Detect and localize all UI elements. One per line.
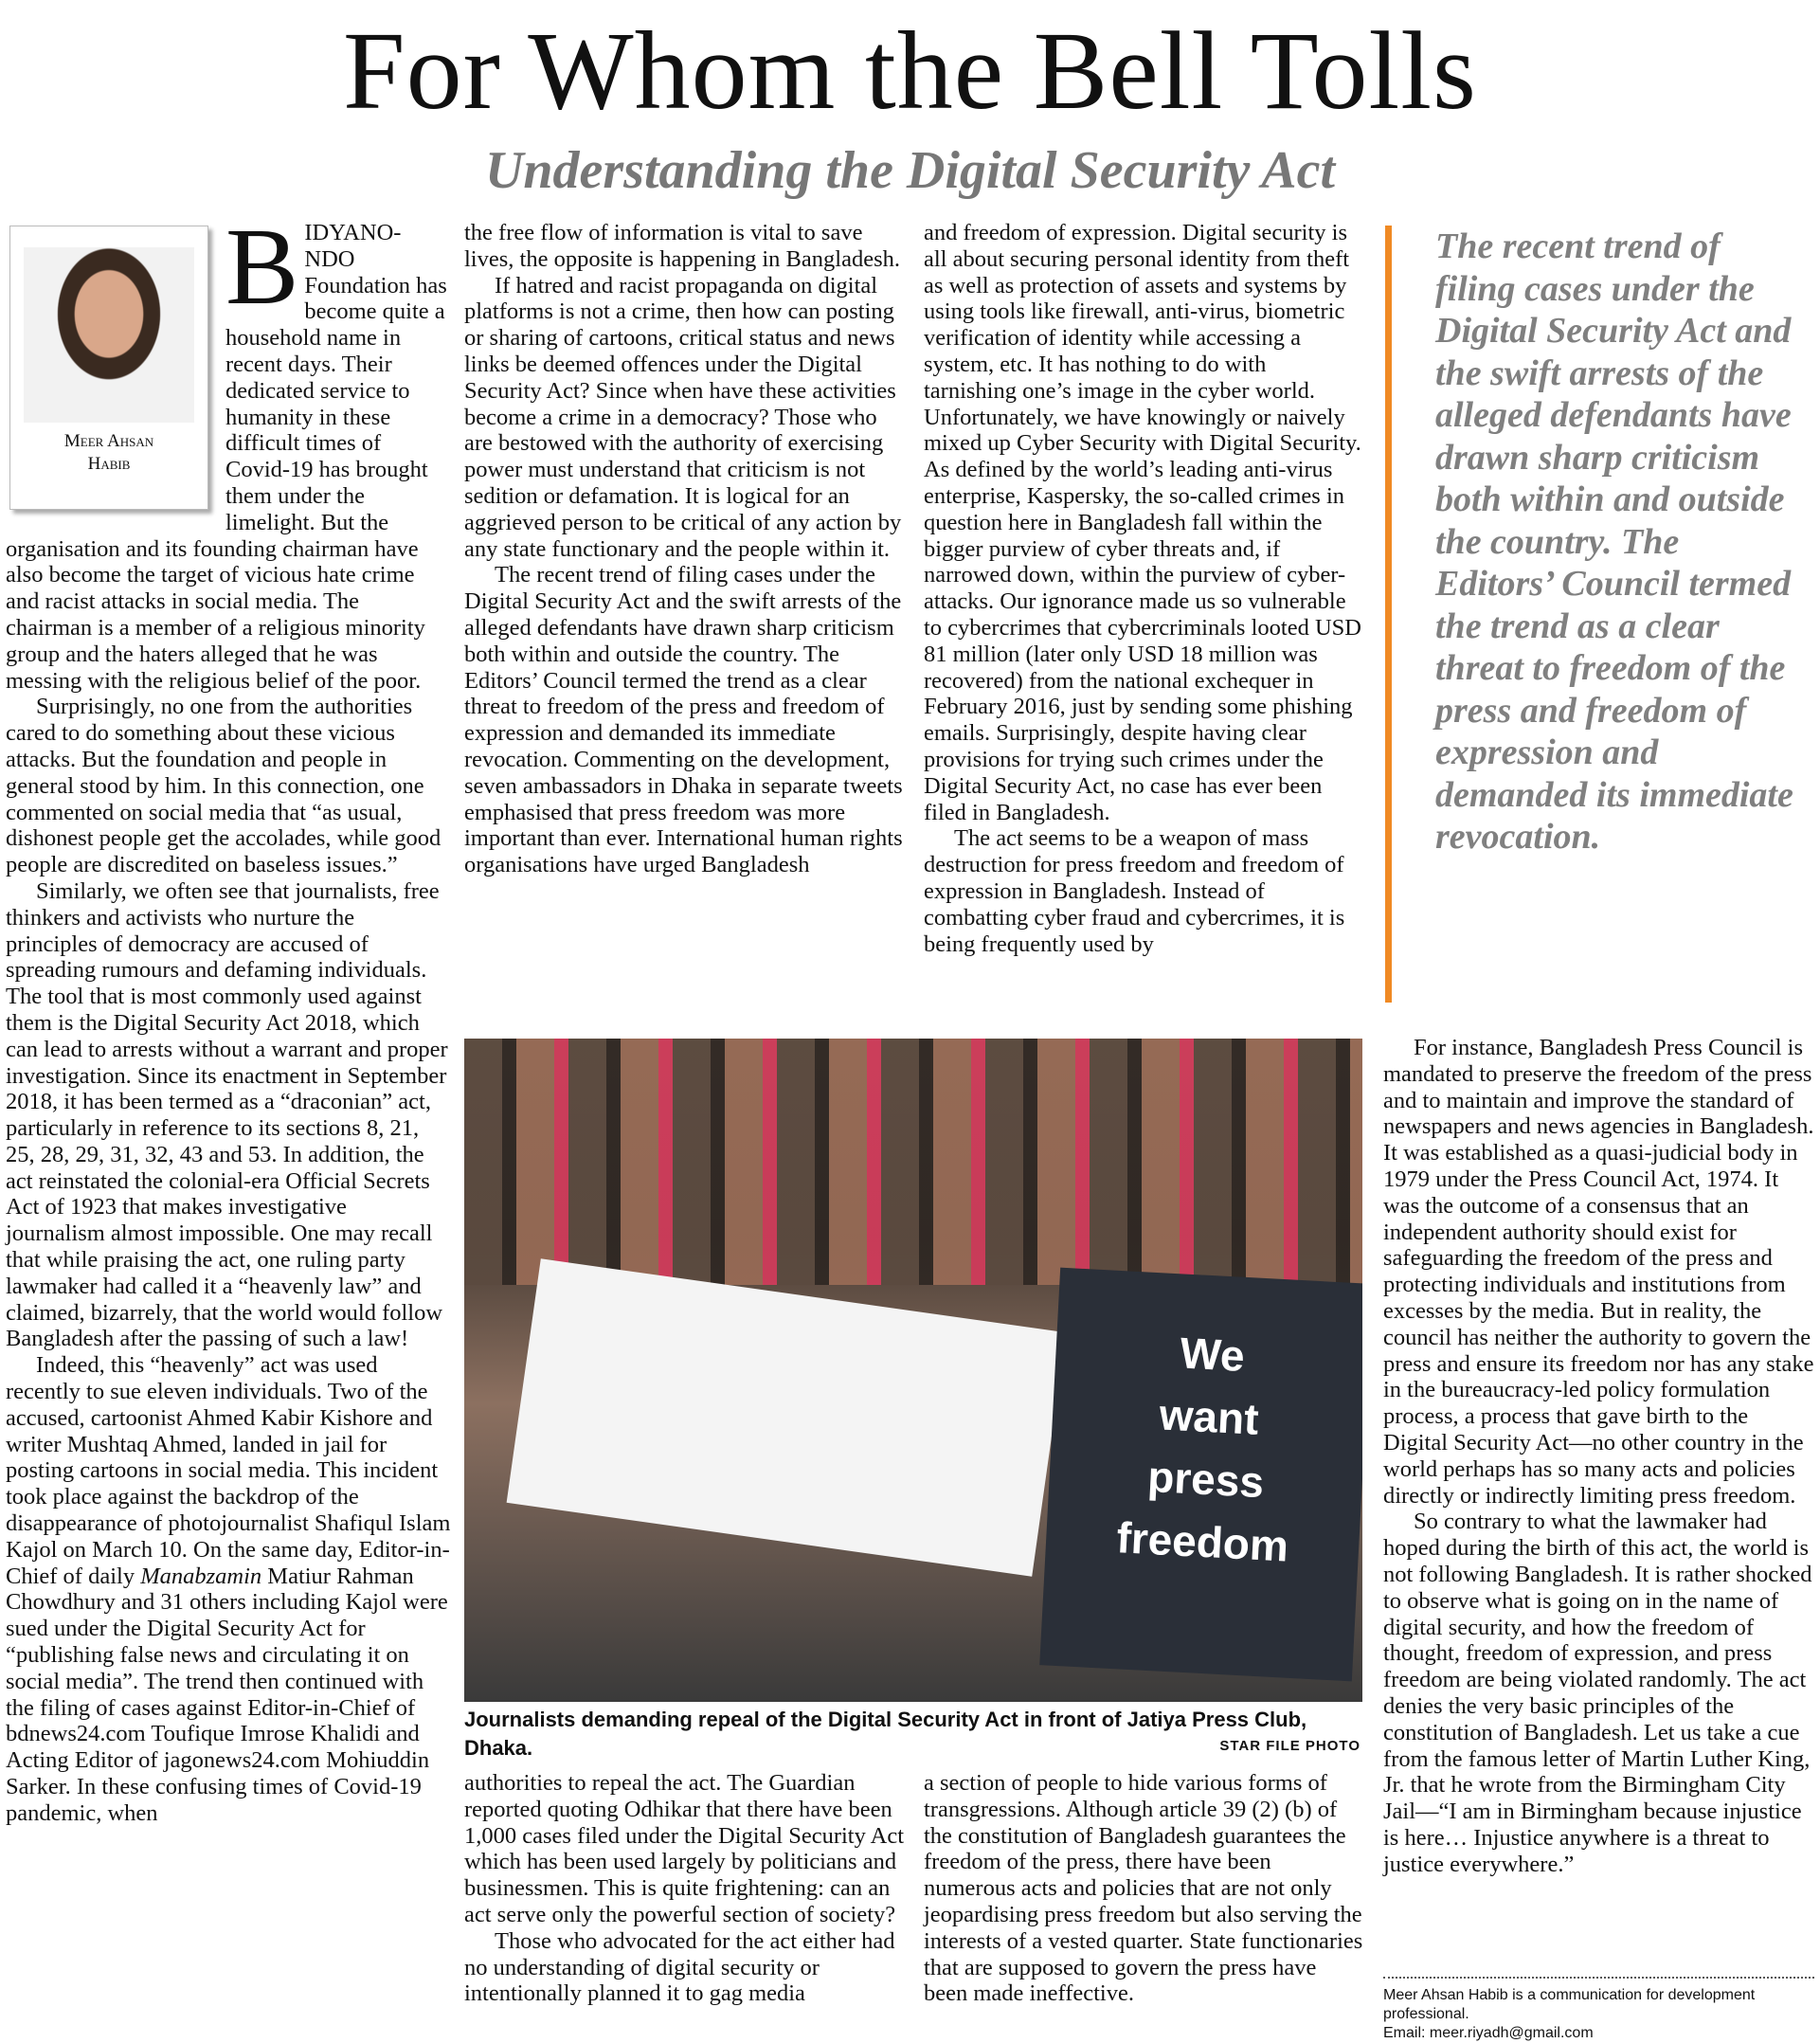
paragraph: For instance, Bangladesh Press Council is mandated to preserve the freedom of the press and to maintain and improve the standard of newspapers and news agencies in Bangladesh. It was established as a quasi-judicial body in 1979 under the Press Council Act, 1974. It was the outcome of a consensus that an independent authority should exist for safeguarding the freedom of the press and protecting individuals and institutions from excesses by the media. But in reality, the council has neither the authority to govern the press and ensure its freedom nor has any stake in the bureaucracy-led policy formulation process, a process that gave birth to the Digital Security Act—no other country in the world perhaps has so many acts and policies directly or indirectly limiting press freedom. [1383,1035,1814,1509]
author-name-line2: Habib [87,454,131,474]
photo-crowd [464,1039,1362,1285]
photo-banner [507,1258,1067,1576]
paragraph: The recent trend of filing cases under the Digital Security Act and the swift arrests of the alleged defendants have drawn sharp criticism both within and outside the country. The Editors’ Council termed the trend as a clear threat to freedom of the press and freedom of expression and demanded its immediate revocation. Commenting on the development, seven ambassadors in Dhaka in separate tweets emphasised that press freedom was more important than ever. International human rights organisations have urged Bangladesh [464,562,903,878]
sign-line: freedom [1115,1512,1290,1571]
paragraph-text: IDYANO- NDO Foundation has become quite a household name in recent days. Their dedicated service to humanity in these difficult times of Covid-19 has brought them under the limelight. But the organisation and its founding chairman have also become the target of vicious hate crime and racist attacks in social media. The chairman is a member of a religious minority group and the haters alleged that he was messing with the religious belief of the poor. [6,220,447,694]
paragraph: Those who advocated for the act either had no understanding of digital security or intentionally planned it to gag media [464,1927,895,2007]
paragraph-text: Indeed, this “heavenly” act was used recently to sue eleven individuals. Two of the accused, cartoonist Ahmed Kabir Kishore and writer Mushtaq Ahmed, landed in jail for posting cartoons in social media. This incident took place against the backdrop of the disappearance of photojournalist Shafiqul Islam Kajol on March 10. On the same day, Editor-in-Chief of daily [6,1352,451,1589]
sign-line: press [1146,1451,1266,1508]
sign-line: want [1158,1389,1260,1444]
photo-caption: Journalists demanding repeal of the Digital Security Act in front of Jatiya Press Club, Dhaka. [464,1708,1307,1760]
footnote-line: Meer Ahsan Habib is a communication for development professional. [1383,1987,1756,2022]
author-footnote [1383,1977,1814,2043]
pull-quote [1385,226,1802,1003]
paragraph [6,1352,451,1826]
subheadline: Understanding the Digital Security Act [484,141,1336,200]
footnote-email: Email: meer.riyadh@gmail.com [1383,2025,1594,2041]
column-3-bottom [924,1770,1364,2007]
pull-quote-text: The recent trend of filing cases under the Digital Security Act and the swift arrests of the alleged defendants have drawn sharp criticism both within and outside the country. The Editors’ Council termed the trend as a clear threat to freedom of the press and freedom of expression and demanded its immediate revocation. [1435,226,1793,857]
paragraph: Surprisingly, no one from the authorities cared to do something about these vicious attacks. But the foundation and people in general stood by him. In this connection, one commented on social media that “as usual, dishonest people get the accolades, while good people are discredited on baseless issues.” [6,694,441,878]
paragraph: authorities to repeal the act. The Guardian reported quoting Odhikar that there have been 1,000 cases filed under the Digital Security Act which has been used largely by politicians and businessmen. This is quite frightening: can an act serve only the powerful section of society? [464,1770,905,1927]
column-3 [924,220,1364,957]
column-2-bottom [464,1770,905,2007]
paragraph: The act seems to be a weapon of mass destruction for press freedom and freedom of expression in Bangladesh. Instead of combatting cyber fraud and cybercrimes, it is being frequently used by [924,825,1345,957]
paragraph: If hatred and racist propaganda on digital platforms is not a crime, then how can posting or sharing of cartoons, critical status and news links be deemed offences under the Digital Security Act? Since when have these activities become a crime in a democracy? Those who are bestowed with the authority of exercising power must understand that criticism is not sedition or defamation. It is logical for an aggrieved person to be critical of any action by any state functionary and the people within it. [464,272,902,562]
photo-credit: STAR FILE PHOTO [1219,1738,1360,1754]
paragraph: and freedom of expression. Digital security is all about securing personal identity from theft as well as protection of assets and systems by using tools like firewall, anti-virus, biometric verification of identity while accessing a system, etc. It has nothing to do with tarnishing one’s image in the cyber world. Unfortunately, we have knowingly or naively mixed up Cyber Security with Digital Security. As defined by the world’s leading anti-virus enterprise, Kaspersky, the so-called crimes in question here in Bangladesh fall within the bigger purview of cyber threats and, if narrowed down, within the purview of cyber-attacks. Our ignorance made us so vulnerable to cybercrimes that cybercriminals looted USD 81 million (later only USD 18 million was recovered) from the national exchequer in February 2016, just by sending some phishing emails. Surprisingly, despite having clear provisions for trying such crimes under the Digital Security Act, no case has ever been filed in Bangladesh. [924,220,1361,825]
photo-sign [1039,1268,1362,1682]
paragraph: a section of people to hide various forms of transgressions. Although article 39 (2) (b) of the constitution of Bangladesh guarantees the freedom of the press, there have been numerous acts and policies that are not only jeopardising press freedom but also serving the interests of a vested quarter. State functionaries that are supposed to govern the press have been made ineffective. [924,1770,1363,2007]
paragraph: So contrary to what the lawmaker had hoped during the birth of this act, the world is not following Bangladesh. It is rather shocked to observe what is going on in the name of digital security, and how the freedom of thought, freedom of expression, and press freedom are being violated randomly. The act denies the very basic principles of the constitution of Bangladesh. Let us take a cue from the famous letter of Martin Luther King, Jr. that he wrote from the Birmingham City Jail—“I am in Birmingham because injustice is here… Injustice anywhere is a threat to justice everywhere.” [1383,1509,1812,1877]
paragraph: Similarly, we often see that journalists, free thinkers and activists who nurture the principles of democracy are accused of spreading rumours and defaming individuals. The tool that is most commonly used against them is the Digital Security Act 2018, which can lead to arrests without a warrant and proper investigation. Since its enactment in September 2018, it has been termed as a “draconian” act, particularly in reference to its sections 8, 21, 25, 28, 29, 31, 32, 43 and 53. In addition, the act reinstated the colonial-era Official Secrets Act of 1923 that makes investigative journalism almost impossible. One may recall that while praising the act, one ruling party lawmaker had called it a “heavenly law” and claimed, bizarrely, that the world would follow Bangladesh after the passing of such a law! [6,877,448,1352]
column-2 [464,220,905,878]
author-photo [24,247,194,423]
column-4 [1383,1035,1814,1878]
paragraph-italic: Manabzamin [140,1563,262,1589]
headline: For Whom the Bell Tolls [343,9,1477,133]
sign-line: We [1179,1328,1247,1381]
author-name-line1: Meer Ahsan [63,431,154,451]
dropcap: B [225,207,299,328]
paragraph: the free flow of information is vital to save lives, the opposite is happening in Bangladesh. [464,220,900,272]
author-box [9,226,208,510]
column-1 [6,207,451,1827]
protest-photo [464,1039,1362,1702]
paragraph-text: Matiur Rahman Chowdhury and 31 others including Kajol were sued under the Digital Security Act for “publishing false news and circulating it on social media”. The trend then continued with the filing of cases against Editor-in-Chief of bdnews24.com Toufique Imrose Khalidi and Acting Editor of jagonews24.com Mohiuddin Sarker. In these confusing times of Covid-19 pandemic, when [6,1563,448,1826]
